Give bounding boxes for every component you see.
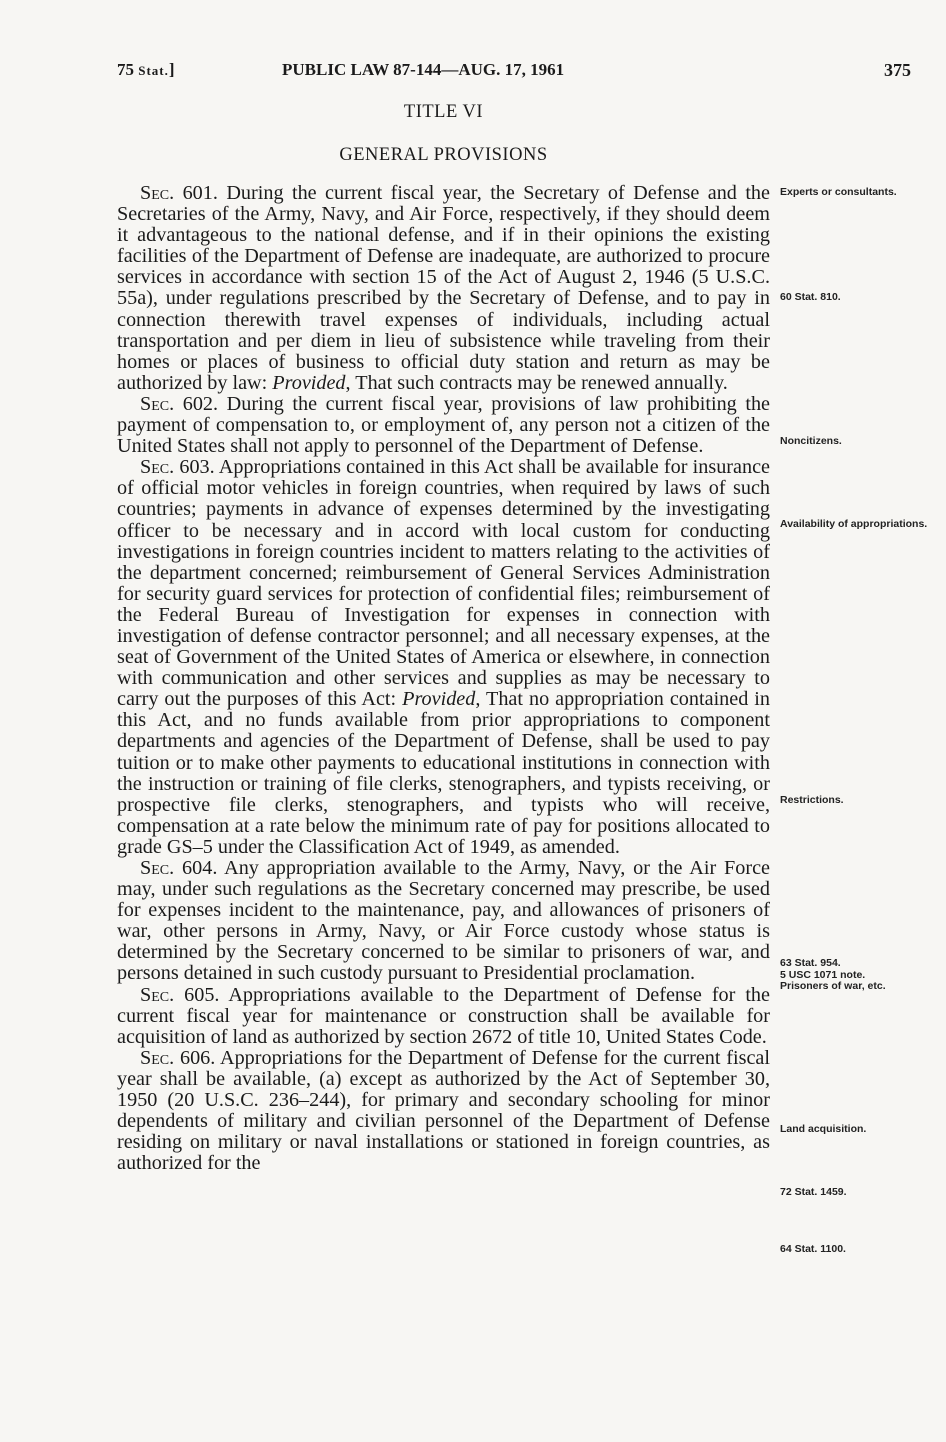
margin-note-63-stat — [780, 958, 940, 993]
margin-note-60-stat: 60 Stat. 810. — [780, 291, 841, 303]
margin-note-72-stat: 72 Stat. 1459. — [780, 1186, 847, 1198]
margin-note-availability: Availability of appropriations. — [780, 518, 928, 530]
margin-note-restrictions: Restrictions. — [780, 794, 844, 806]
margin-note-noncitizens: Noncitizens. — [780, 435, 842, 447]
section-601 — [117, 183, 770, 394]
section-603 — [117, 457, 770, 858]
section-text: Appropriations contained in this Act shall be available for insurance of official motor vehicles in foreign countries, when required by laws of such countries; payments in advance of expenses determined by the investigating officer to be necessary and in accord with local custom for conducting investigations in foreign countries incident to matters relating to the activities of the department concerned; reimbursement of General Services Administration for security guard services for protection of confidential files; reimbursement of the Federal Bureau of Investigation for expenses in connection with investigation of defense contractor personnel; and all necessary expenses, at the seat of Government of the United States of America or elsewhere, in connection with communication and other services and supplies as may be necessary to carry out the purposes of this Act: — [117, 456, 770, 711]
title-heading: TITLE VI — [403, 102, 484, 122]
section-label: Sec. 603. — [140, 456, 215, 479]
section-606 — [117, 1048, 770, 1175]
statute-volume: 75 — [117, 60, 134, 79]
section-605 — [117, 985, 770, 1048]
section-label: Sec. 602. — [140, 392, 219, 415]
section-text-continued: , That no appropriation contained in this Act, and no funds available from prior appropriations to component departments and agencies of the Department of Defense, shall be used to pay tuition or to make other payments to educational institutions in connection with the instruction or training of file clerks, stenographers, and typists receiving, or prospective file clerks, stenographers, and typists who will receive, compensation at a rate below the minimum rate of pay for positions allocated to grade GS–5 under the Classification Act of 1949, as amended. — [117, 688, 770, 858]
section-text: During the current fiscal year, the Secretary of Defense and the Secretaries of the Army, Navy, and Air Force, respectively, if they should deem it advantageous to the national defense, and if in their opinions the existing facilities of the Department of Defense are inadequate, are authorized to procure services in accordance with section 15 of the Act of August 2, 1946 (5 U.S.C. 55a), under regulations prescribed by the Secretary of Defense, and to pay in connection therewith travel expenses of individuals, including actual transportation and per diem in lieu of subsistence while traveling from their homes or places of business to official duty station and return as may be authorized by law: — [117, 182, 770, 394]
margin-note-prisoners: Prisoners of war, etc. — [780, 980, 886, 992]
body-text — [117, 183, 770, 1174]
section-602 — [117, 394, 770, 457]
statute-reference — [117, 60, 175, 80]
section-text: During the current fiscal year, provisions of law prohibiting the payment of compensation to, or employment of, any person not a citizen of the United States shall not apply to personnel of the Department of Defense. — [117, 392, 770, 458]
section-label: Sec. 604. — [140, 857, 218, 879]
subtitle-heading: GENERAL PROVISIONS — [339, 145, 548, 165]
margin-note-64-stat: 64 Stat. 1100. — [780, 1243, 846, 1255]
section-text: Any appropriation available to the Army, Navy, or the Air Force may, under such regulations as the Secretary concerned may prescribe, be used for expenses incident to the maintenance, pay, and allowances of prisoners of war, other persons in Army, Navy, or Air Force custody whose status is determined by the Secretary concerned to be similar to prisoners of war, and persons detained in such custody pursuant to Presidential proclamation. — [117, 857, 771, 985]
statute-bracket: ] — [168, 60, 175, 79]
law-title: PUBLIC LAW 87-144—AUG. 17, 1961 — [282, 60, 565, 79]
margin-note-land: Land acquisition. — [780, 1123, 867, 1135]
margin-note-usc-1071: 5 USC 1071 note. — [780, 968, 866, 981]
section-label: Sec. 606. — [140, 1046, 216, 1069]
section-text: Appropriations available to the Department of Defense for the current fiscal year for maintenance or construction shall be available for acquisition of land as authorized by section 2672 of title 10, United States Code. — [117, 983, 770, 1048]
section-604 — [117, 858, 770, 985]
margin-note-63-stat-text: 63 Stat. 954. — [780, 957, 841, 969]
section-label: Sec. 601. — [140, 182, 218, 204]
section-text-continued: , That such contracts may be renewed annually. — [345, 371, 728, 394]
section-label: Sec. 605. — [140, 983, 220, 1006]
margin-note-experts: Experts or consultants. — [780, 186, 897, 198]
proviso-italic: Provided — [402, 688, 476, 711]
proviso-italic: Provided — [272, 371, 346, 394]
running-header — [117, 60, 917, 86]
page-number: 375 — [884, 60, 911, 80]
section-text: Appropriations for the Department of Defense for the current fiscal year shall be available, (a) except as authorized by the Act of September 30, 1950 (20 U.S.C. 236–244), for primary and secondary schooling for minor dependents of military and civilian personnel of the Department of Defense residing on military or naval installations or stationed in foreign countries, as authorized for the — [117, 1046, 770, 1175]
statute-label: Stat. — [138, 63, 169, 78]
